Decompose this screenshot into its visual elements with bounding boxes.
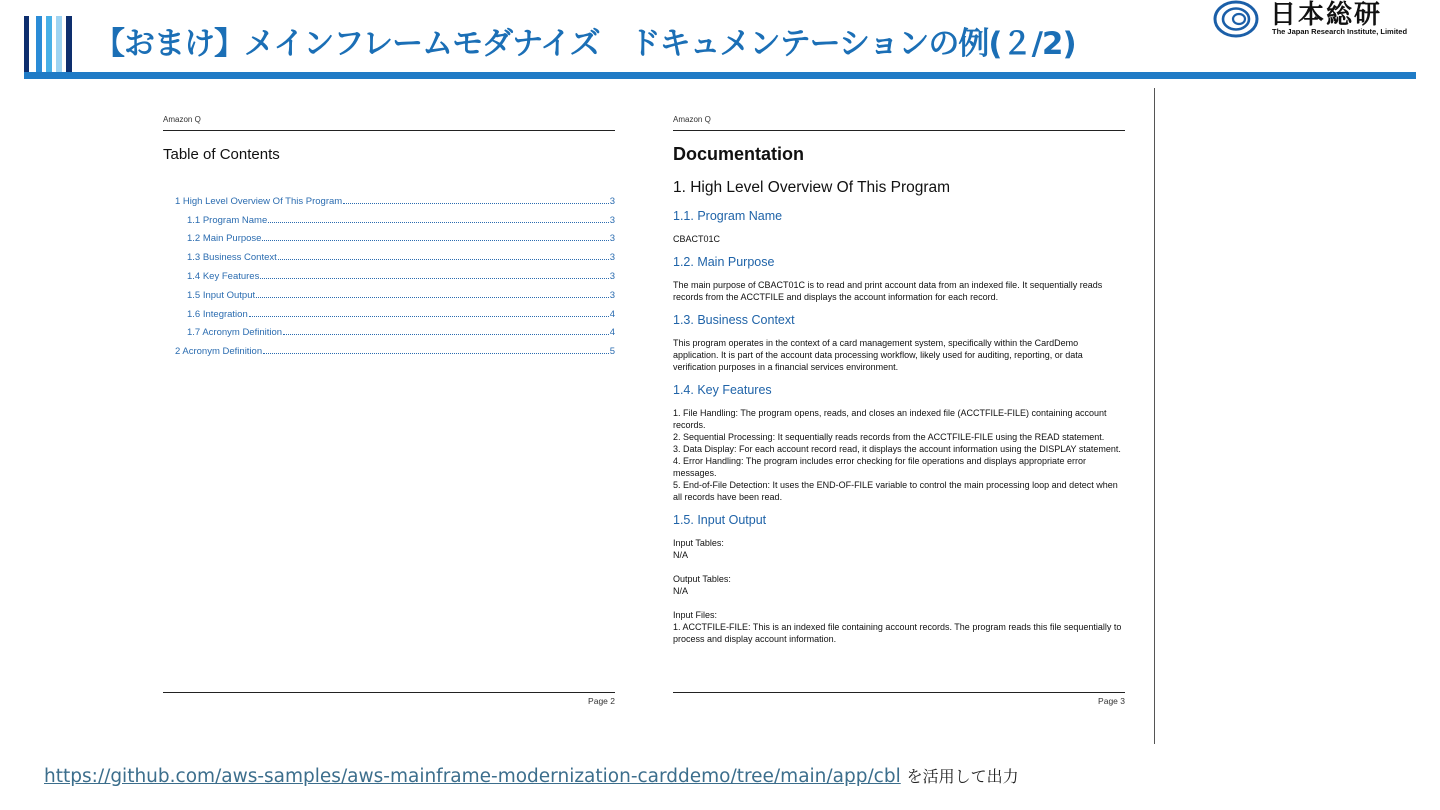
page-header: Amazon Q — [163, 115, 201, 124]
output-tables-value: N/A — [673, 586, 689, 596]
toc-page — [163, 88, 615, 708]
toc-item[interactable]: 1.2 Main Purpose 3 — [187, 233, 615, 245]
slide-title: 【おまけ】メインフレームモダナイズ ドキュメンテーションの例(２/2) — [94, 26, 1076, 62]
documentation-page — [673, 88, 1125, 708]
input-tables-value: N/A — [673, 550, 689, 560]
toc-item[interactable]: 1.3 Business Context 3 — [187, 252, 615, 264]
output-tables — [673, 573, 1125, 597]
toc-item[interactable]: 2 Acronym Definition 5 — [175, 346, 615, 358]
logo-text-en: The Japan Research Institute, Limited — [1272, 27, 1408, 36]
toc-item[interactable]: 1.1 Program Name 3 — [187, 214, 615, 226]
source-link[interactable]: https://github.com/aws-samples/aws-mainframe-modernization-carddemo/tree/main/app/cbl — [44, 766, 901, 787]
header-rule — [673, 130, 1125, 131]
doc-title: Documentation — [673, 144, 805, 164]
logo-text-jp: 日本総研 — [1270, 0, 1383, 30]
title-rule — [24, 72, 1416, 79]
toc-title: Table of Contents — [163, 146, 280, 163]
input-tables — [673, 537, 1125, 561]
input-files — [673, 609, 1125, 645]
documentation-body — [673, 144, 1125, 655]
key-feature-item: 1. File Handling: The program opens, reads, and closes an indexed file (ACCTFILE-FILE) containing account records. — [673, 408, 1107, 430]
input-files-value: 1. ACCTFILE-FILE: This is an indexed file containing account records. The program reads this file sequentially to process and display account information. — [673, 622, 1122, 644]
key-feature-item: 3. Data Display: For each account record read, it displays the account information using the DISPLAY statement. — [673, 444, 1121, 454]
toc-list — [175, 188, 615, 357]
key-features-list — [673, 407, 1125, 503]
main-purpose-heading: 1.2. Main Purpose — [673, 255, 775, 269]
header-rule — [163, 130, 615, 131]
input-output-heading: 1.5. Input Output — [673, 513, 767, 527]
page-header: Amazon Q — [673, 115, 711, 124]
document-pages — [140, 88, 1154, 744]
footer-rule — [673, 692, 1125, 693]
output-tables-label: Output Tables: — [673, 574, 731, 584]
source-note — [44, 764, 1019, 787]
page-divider — [1154, 88, 1155, 744]
input-tables-label: Input Tables: — [673, 538, 724, 548]
company-logo — [1212, 0, 1422, 40]
business-context-heading: 1.3. Business Context — [673, 313, 795, 327]
key-features-heading: 1.4. Key Features — [673, 383, 772, 397]
section-title: 1. High Level Overview Of This Program — [673, 179, 951, 196]
key-feature-item: 4. Error Handling: The program includes error checking for file operations and displays appropriate error messages. — [673, 456, 1087, 478]
toc-item[interactable]: 1.5 Input Output 3 — [187, 289, 615, 301]
toc-item[interactable]: 1 High Level Overview Of This Program 3 — [175, 195, 615, 207]
input-files-label: Input Files: — [673, 610, 718, 620]
business-context-text: This program operates in the context of a card management system, specifically within the CardDemo application. It is part of the account data processing workflow, likely used for auditing, reporting, or data verification purposes in a financial services environment. — [673, 338, 1083, 372]
page-number: Page 3 — [1098, 696, 1125, 706]
main-purpose-text: The main purpose of CBACT01C is to read and print account data from an indexed file. It sequentially reads records from the ACCTFILE and displays the account information for each record. — [673, 280, 1103, 302]
toc-item[interactable]: 1.7 Acronym Definition 4 — [187, 327, 615, 339]
toc-item[interactable]: 1.6 Integration 4 — [187, 308, 615, 320]
footer-rule — [163, 692, 615, 693]
source-suffix: を活用して出力 — [906, 767, 1019, 786]
logo-mark-icon — [1212, 0, 1262, 40]
program-name: CBACT01C — [673, 234, 721, 244]
key-feature-item: 5. End-of-File Detection: It uses the END-OF-FILE variable to control the main processing loop and detect when all records have been read. — [673, 480, 1118, 502]
program-name-heading: 1.1. Program Name — [673, 209, 783, 223]
key-feature-item: 2. Sequential Processing: It sequentially reads records from the ACCTFILE-FILE using the READ statement. — [673, 432, 1105, 442]
toc-item[interactable]: 1.4 Key Features 3 — [187, 270, 615, 282]
page-number: Page 2 — [588, 696, 615, 706]
